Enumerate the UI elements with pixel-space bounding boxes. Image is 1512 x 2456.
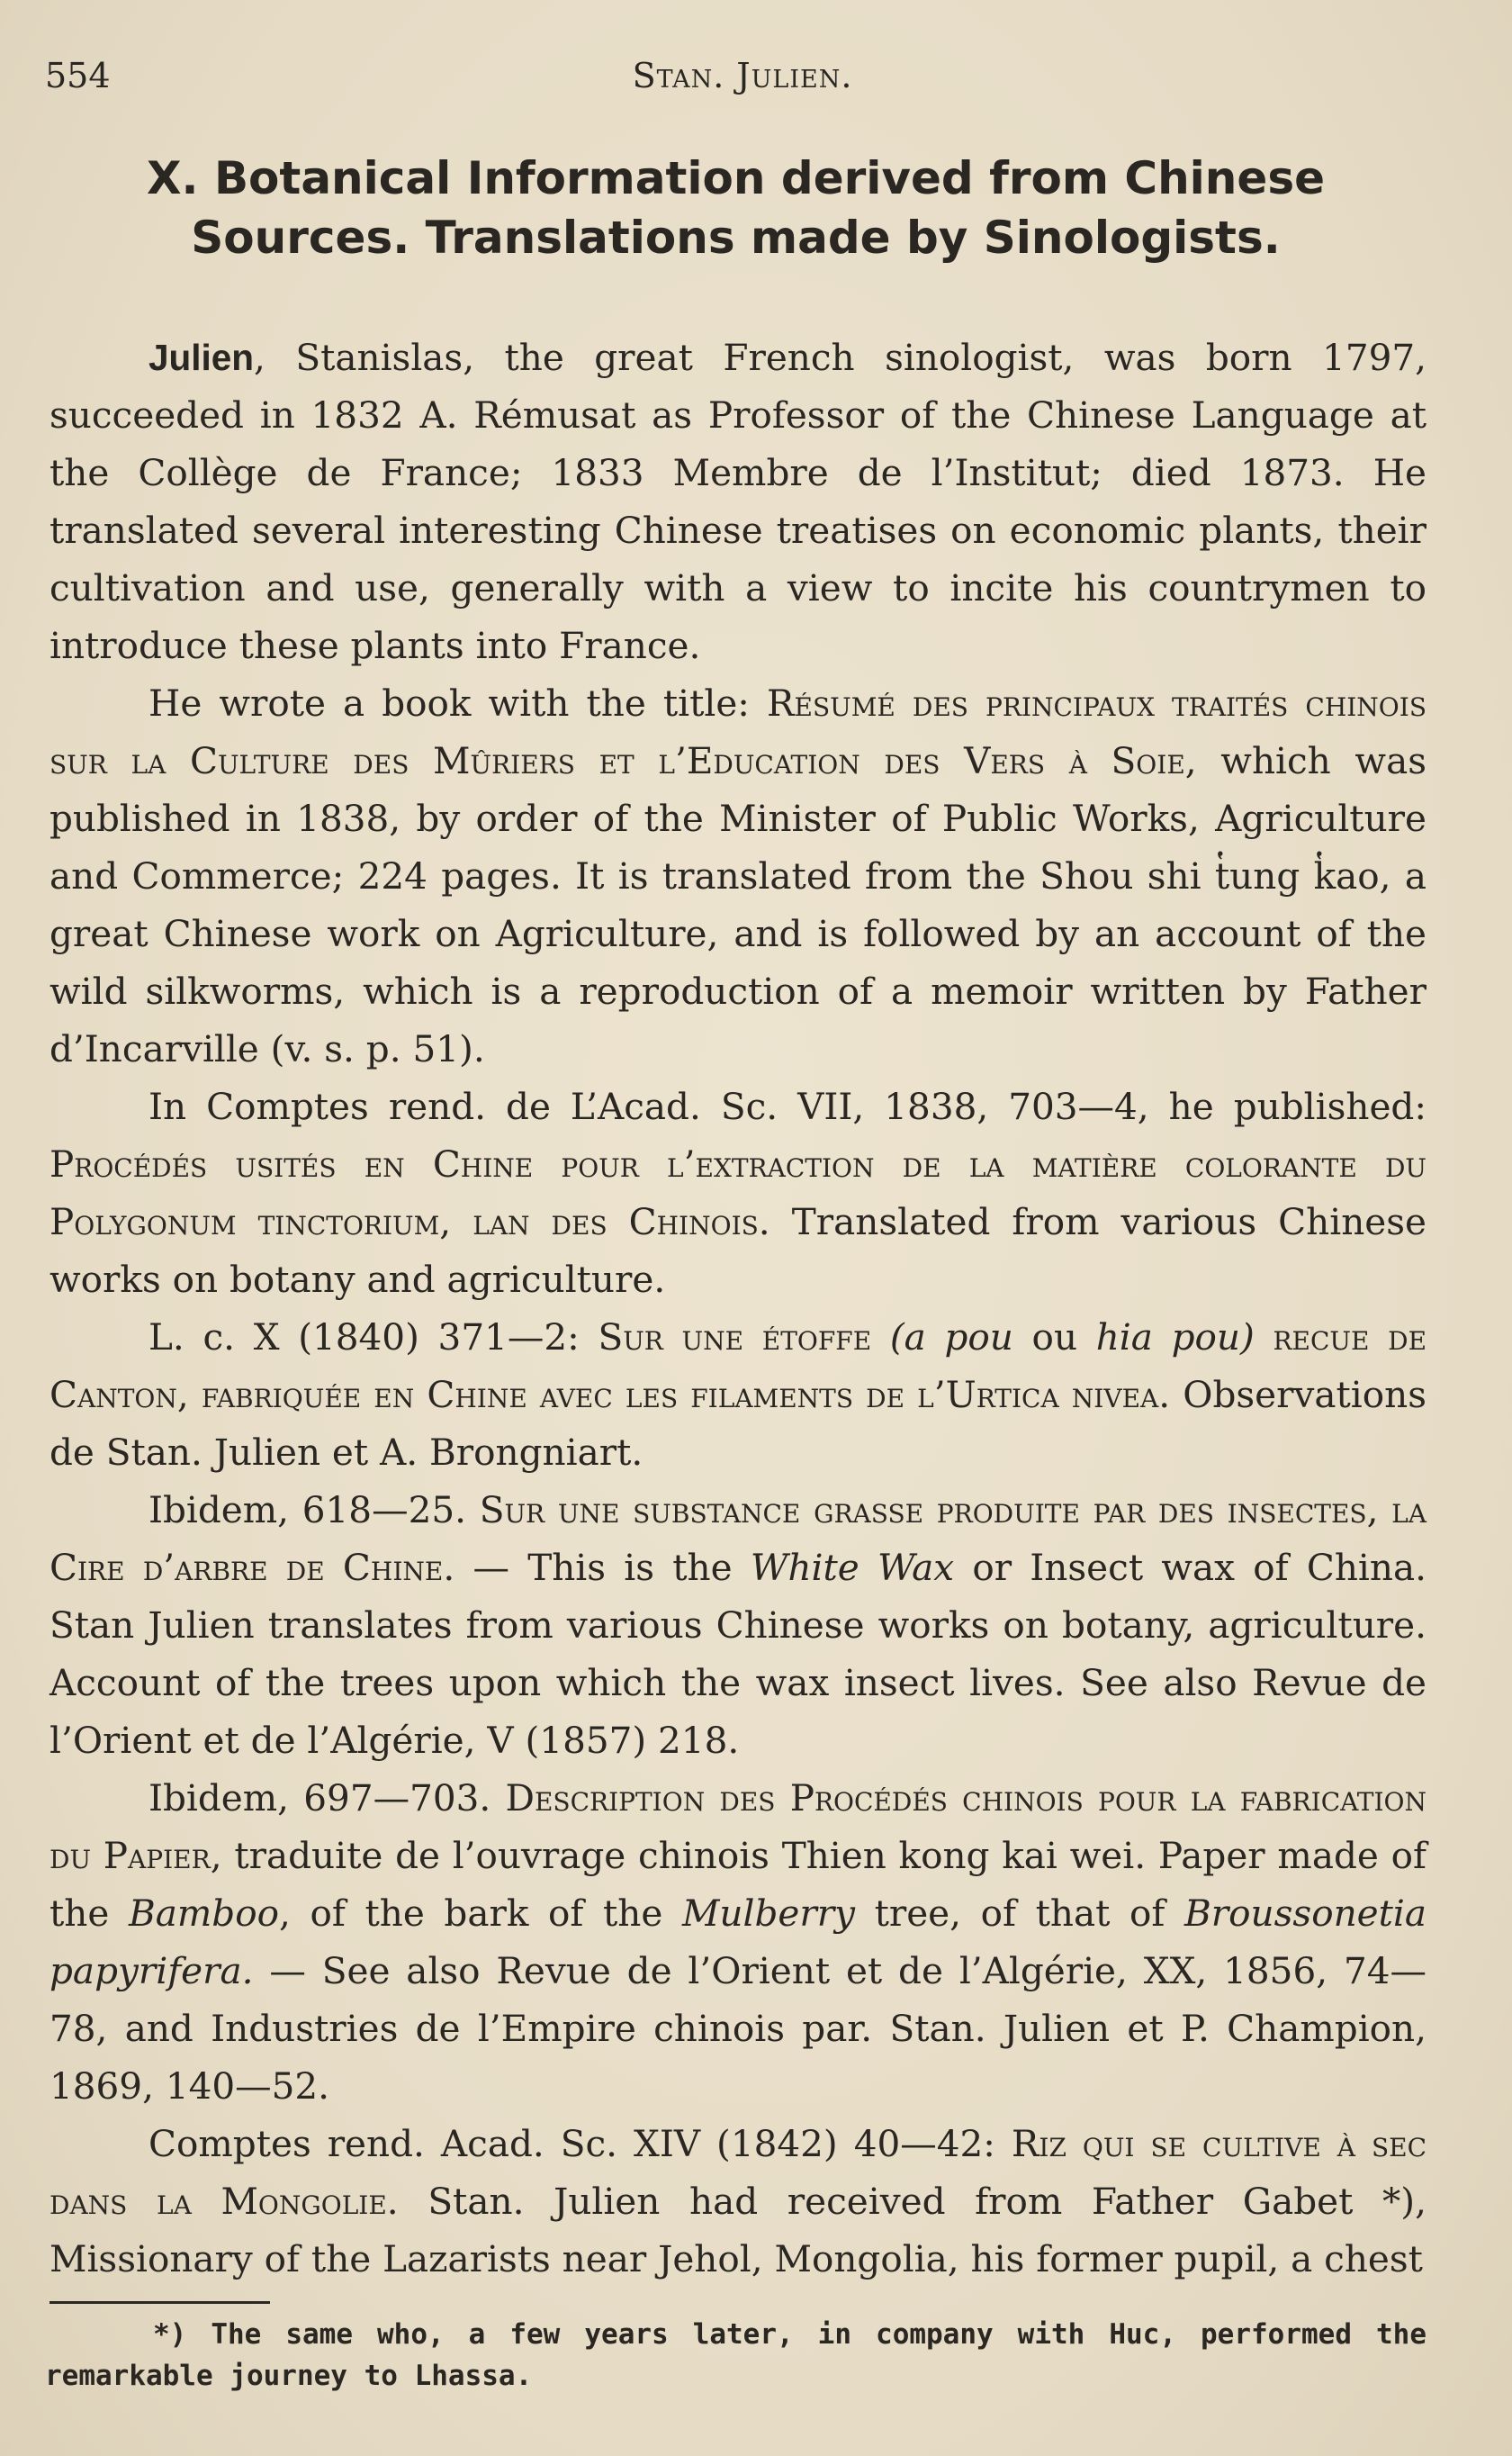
work-title: Riz qui se cultive à sec dans la Mongolie. xyxy=(50,2122,1426,2223)
footnote-rule xyxy=(50,2301,270,2304)
page-header xyxy=(45,56,1422,110)
footnote: *) The same who, a few years later, in company with Huc, performed the remarkable journey to Lhassa. xyxy=(45,2318,1426,2392)
work-title: Sur une substance grasse produite par des insectes, la Cire d’arbre de Chine. xyxy=(50,1488,1426,1589)
work-title: Résumé des principaux traités chinois sur la Culture des Mûriers et l’Education des Vers à Soie xyxy=(50,682,1427,782)
running-head: Stan. Julien. xyxy=(632,56,853,95)
paragraph: Ibidem, 697—703. Description des Procédés chinois pour la fabrication du Papier, traduite de l’ouvrage chinois Thien kong kai wei. Paper made of the Bamboo, of the bark of the Mulberry tree, of that of Broussonetia papyrifera. — See also Revue de l’Orient et de l’Algérie, XX, 1856, 74—78, and Industries de l’Empire chinois par. Stan. Julien et P. Champion, 1869, 140—52. xyxy=(50,1776,1426,2108)
paragraph: Julien, Stanislas, the great French sinologist, was born 1797, succeeded in 1832 A. Rémusat as Professor of the Chinese Language at the Collège de France; 1833 Membre de l’Institut; died 1873. He translated several interesting Chinese treatises on economic plants, their cultivation and use, generally with a view to incite his countrymen to introduce these plants into France. xyxy=(50,336,1426,667)
paragraph: Comptes rend. Acad. Sc. XIV (1842) 40—42: Riz qui se cultive à sec dans la Mongolie. Stan. Julien had received from Father Gabet *), Missionary of the Lazarists near Jehol, Mongolia, his former pupil, a chest xyxy=(50,2122,1426,2280)
section-title: X. Botanical Information derived from Chinese Sources. Translations made by Sinologists. xyxy=(147,152,1325,264)
work-title: Sur une étoffe xyxy=(598,1315,872,1359)
paragraph: L. c. X (1840) 371—2: Sur une étoffe (a pou ou hia pou) recue de Canton, fabriquée en Chine avec les filaments de l’Urtica nivea. Observations de Stan. Julien et A. Brongniart. xyxy=(50,1315,1427,1474)
page-number: 554 xyxy=(45,56,111,95)
author-name: Julien xyxy=(148,337,255,378)
work-title: Description des Procédés chinois pour la fabrication du Papier xyxy=(50,1776,1426,1877)
body-text xyxy=(50,329,1426,2288)
work-title: Procédés usités en Chine pour l’extraction de la matière colorante du Polygonum tinctorium, lan des Chinois. xyxy=(50,1142,1426,1243)
work-title: recue de Canton, fabriquée en Chine avec les filaments de l’Urtica nivea. xyxy=(50,1315,1427,1416)
paragraph: Ibidem, 618—25. Sur une substance grasse produite par des insectes, la Cire d’arbre de Chine. — This is the White Wax or Insect wax of China. Stan Julien translates from various Chinese works on botany, agriculture. Account of the trees upon which the wax insect lives. See also Revue de l’Orient et de l’Algérie, V (1857) 218. xyxy=(50,1488,1426,1762)
paragraph: In Comptes rend. de L’Acad. Sc. VII, 1838, 703—4, he published: Procédés usités en Chine pour l’extraction de la matière colorante du Polygonum tinctorium, lan des Chinois. Translated from various Chinese works on botany and agriculture. xyxy=(50,1085,1426,1301)
paragraph: He wrote a book with the title: Résumé des principaux traités chinois sur la Culture des Mûriers et l’Education des Vers à Soie, which was published in 1838, by order of the Minister of Public Works, Agriculture and Commerce; 224 pages. It is translated from the Shou shi t̔ung k̔ao, a great Chinese work on Agriculture, and is followed by an account of the wild silkworms, which is a reproduction of a memoir written by Father d’Incarville (v. s. p. 51). xyxy=(50,682,1427,1070)
